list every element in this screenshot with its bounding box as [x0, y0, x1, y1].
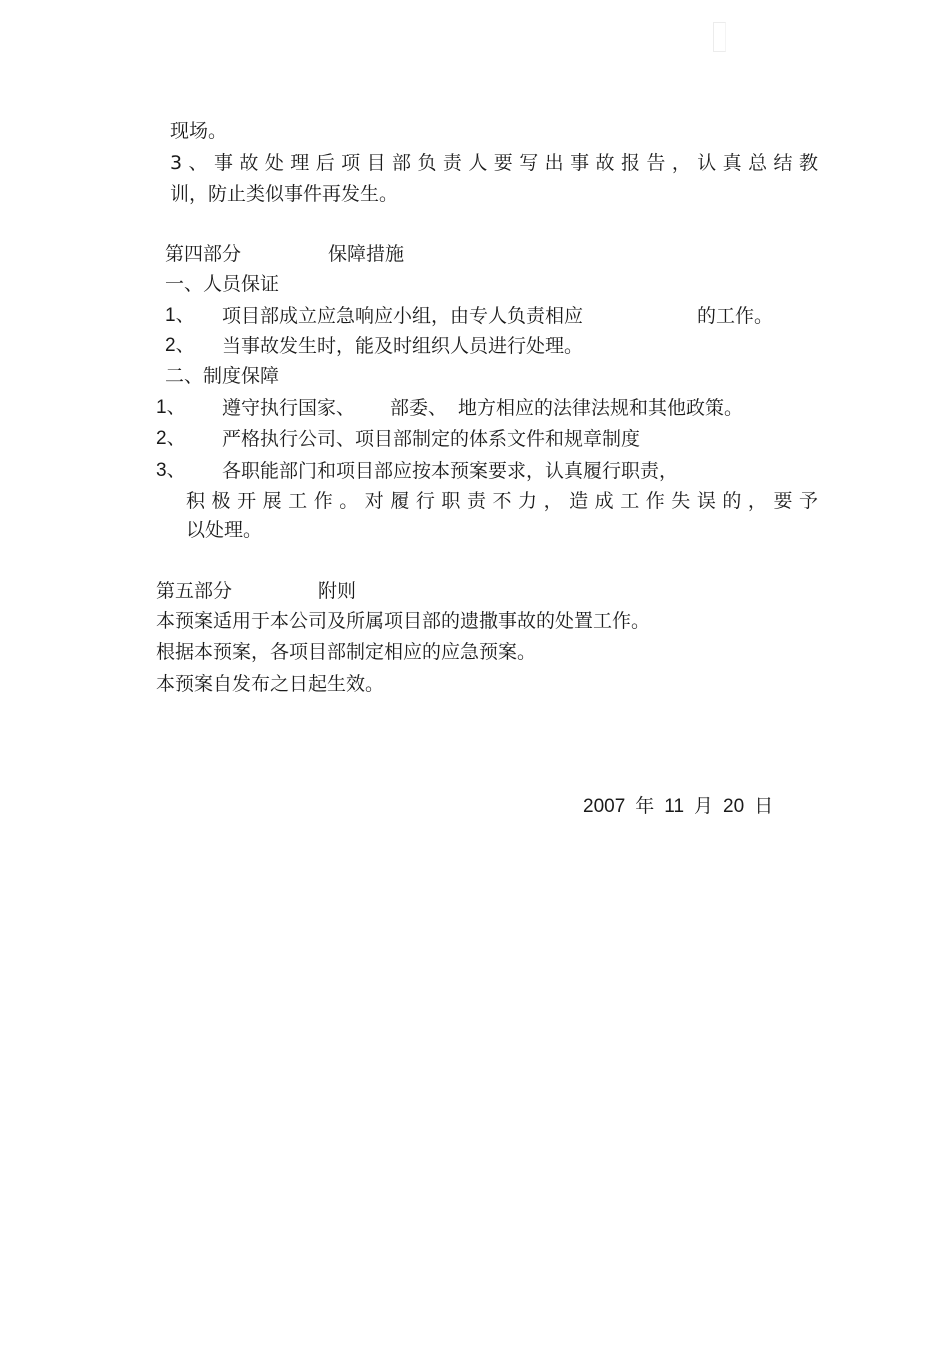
document-date: [583, 795, 773, 817]
item3-line1: 3、事故处理后项目部负责人要写出事故报告，认真总结教: [170, 152, 818, 174]
s2-item3-continuation-2: 以处理。: [186, 519, 263, 541]
s2-item1-text-c: 地方相应的法律法规和其他政策。: [458, 397, 744, 419]
date-month: 11: [664, 796, 685, 817]
part4-heading-label: 第四部分: [165, 243, 242, 265]
continuation-line: 现场。: [170, 120, 228, 142]
s1-item2-number: 2、: [165, 335, 195, 356]
s2-item3-continuation-1: 积极开展工作。对履行职责不力，造成工作失误的，要予: [186, 490, 818, 512]
s1-item1-text-a: 项目部成立应急响应小组，由专人负责相应: [222, 305, 584, 327]
date-day: 20: [723, 796, 745, 817]
date-month-unit: 月: [694, 795, 714, 817]
s1-item1-text-b: 的工作。: [697, 305, 774, 327]
date-year-unit: 年: [635, 795, 655, 817]
s2-item1-number: 1、: [156, 397, 186, 418]
section1-title: 一、人员保证: [165, 273, 280, 295]
s2-item3-text: 各职能部门和项目部应按本预案要求，认真履行职责，: [222, 460, 679, 482]
page-corner-mark: [713, 22, 726, 52]
part4-heading-title: 保障措施: [328, 243, 405, 265]
date-year: 2007: [583, 796, 626, 817]
s2-item1-text-b: 部委、: [390, 397, 448, 419]
s2-item3-number: 3、: [156, 460, 186, 481]
part5-heading-label: 第五部分: [156, 580, 233, 602]
date-day-unit: 日: [754, 795, 774, 817]
s2-item2-number: 2、: [156, 428, 186, 449]
part5-paragraph-2: 根据本预案，各项目部制定相应的应急预案。: [156, 641, 537, 663]
s1-item1-number: 1、: [165, 305, 195, 326]
item3-line2: 训，防止类似事件再发生。: [170, 183, 399, 205]
part5-heading-title: 附则: [318, 580, 357, 602]
part5-paragraph-3: 本预案自发布之日起生效。: [156, 673, 385, 695]
s2-item1-text-a: 遵守执行国家、: [222, 397, 356, 419]
section2-title: 二、制度保障: [165, 365, 280, 387]
s1-item2-text: 当事故发生时，能及时组织人员进行处理。: [222, 335, 584, 357]
part5-paragraph-1: 本预案适用于本公司及所属项目部的遗撒事故的处置工作。: [156, 610, 651, 632]
s2-item2-text: 严格执行公司、项目部制定的体系文件和规章制度: [222, 428, 641, 450]
